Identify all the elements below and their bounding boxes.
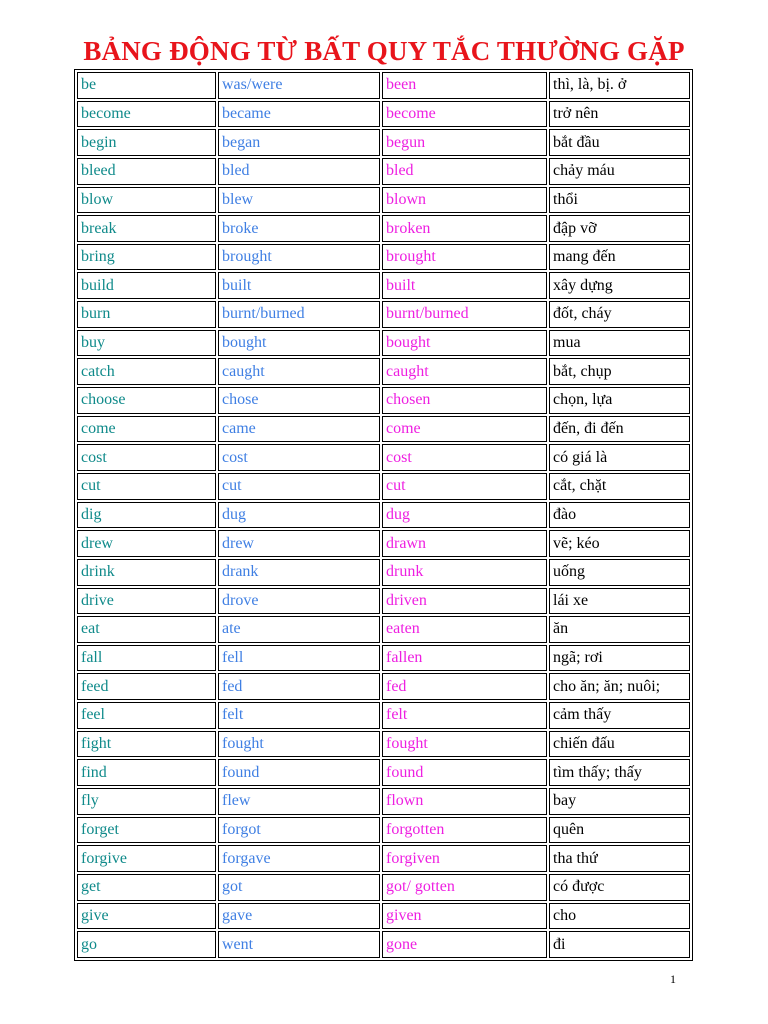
past-participle-cell: flown	[382, 788, 547, 815]
past-participle-cell: caught	[382, 358, 547, 385]
past-simple-cell: cut	[218, 473, 380, 500]
past-simple-cell: brought	[218, 244, 380, 271]
past-participle-cell: fallen	[382, 645, 547, 672]
meaning-cell: cho ăn; ăn; nuôi;	[549, 673, 690, 700]
meaning-cell: đào	[549, 502, 690, 529]
past-participle-cell: got/ gotten	[382, 874, 547, 901]
past-simple-cell: built	[218, 272, 380, 299]
table-row	[77, 931, 690, 958]
meaning-cell: chảy máu	[549, 158, 690, 185]
past-participle-cell: come	[382, 416, 547, 443]
base-form-cell: fly	[77, 788, 216, 815]
meaning-cell: bay	[549, 788, 690, 815]
meaning-cell: xây dựng	[549, 272, 690, 299]
meaning-cell: cắt, chặt	[549, 473, 690, 500]
base-form-cell: dig	[77, 502, 216, 529]
base-form-cell: drive	[77, 588, 216, 615]
meaning-cell: chọn, lựa	[549, 387, 690, 414]
meaning-cell: mua	[549, 330, 690, 357]
base-form-cell: buy	[77, 330, 216, 357]
base-form-cell: begin	[77, 129, 216, 156]
table-row	[77, 358, 690, 385]
past-simple-cell: went	[218, 931, 380, 958]
base-form-cell: give	[77, 903, 216, 930]
base-form-cell: feel	[77, 702, 216, 729]
table-row	[77, 559, 690, 586]
past-simple-cell: flew	[218, 788, 380, 815]
table-row	[77, 616, 690, 643]
page-number: 1	[670, 972, 676, 986]
meaning-cell: quên	[549, 817, 690, 844]
past-participle-cell: given	[382, 903, 547, 930]
past-simple-cell: ate	[218, 616, 380, 643]
meaning-cell: ngã; rơi	[549, 645, 690, 672]
table-row	[77, 416, 690, 443]
past-participle-cell: burnt/burned	[382, 301, 547, 328]
base-form-cell: catch	[77, 358, 216, 385]
table-row	[77, 129, 690, 156]
meaning-cell: thì, là, bị. ở	[549, 72, 690, 99]
table-row	[77, 845, 690, 872]
table-row	[77, 702, 690, 729]
meaning-cell: đến, đi đến	[549, 416, 690, 443]
base-form-cell: build	[77, 272, 216, 299]
verb-rows	[77, 72, 690, 958]
past-participle-cell: broken	[382, 215, 547, 242]
past-simple-cell: burnt/burned	[218, 301, 380, 328]
page-title: BẢNG ĐỘNG TỪ BẤT QUY TẮC THƯỜNG GẶP	[83, 36, 685, 66]
base-form-cell: eat	[77, 616, 216, 643]
meaning-cell: trở nên	[549, 101, 690, 128]
meaning-cell: đốt, cháy	[549, 301, 690, 328]
base-form-cell: find	[77, 759, 216, 786]
table-row	[77, 301, 690, 328]
past-simple-cell: drank	[218, 559, 380, 586]
past-participle-cell: driven	[382, 588, 547, 615]
base-form-cell: choose	[77, 387, 216, 414]
past-simple-cell: caught	[218, 358, 380, 385]
past-simple-cell: blew	[218, 187, 380, 214]
table-row	[77, 101, 690, 128]
past-participle-cell: chosen	[382, 387, 547, 414]
base-form-cell: bring	[77, 244, 216, 271]
past-simple-cell: dug	[218, 502, 380, 529]
base-form-cell: drew	[77, 530, 216, 557]
past-simple-cell: became	[218, 101, 380, 128]
past-simple-cell: got	[218, 874, 380, 901]
table-row	[77, 530, 690, 557]
past-participle-cell: found	[382, 759, 547, 786]
base-form-cell: feed	[77, 673, 216, 700]
meaning-cell: cảm thấy	[549, 702, 690, 729]
table-row	[77, 187, 690, 214]
meaning-cell: tìm thấy; thấy	[549, 759, 690, 786]
base-form-cell: become	[77, 101, 216, 128]
base-form-cell: fall	[77, 645, 216, 672]
meaning-cell: vẽ; kéo	[549, 530, 690, 557]
table-row	[77, 330, 690, 357]
table-row	[77, 903, 690, 930]
past-participle-cell: become	[382, 101, 547, 128]
past-participle-cell: begun	[382, 129, 547, 156]
past-simple-cell: was/were	[218, 72, 380, 99]
past-participle-cell: gone	[382, 931, 547, 958]
past-simple-cell: fell	[218, 645, 380, 672]
base-form-cell: drink	[77, 559, 216, 586]
meaning-cell: lái xe	[549, 588, 690, 615]
base-form-cell: get	[77, 874, 216, 901]
base-form-cell: burn	[77, 301, 216, 328]
past-participle-cell: built	[382, 272, 547, 299]
base-form-cell: break	[77, 215, 216, 242]
past-simple-cell: bled	[218, 158, 380, 185]
table-row	[77, 158, 690, 185]
table-row	[77, 473, 690, 500]
past-participle-cell: blown	[382, 187, 547, 214]
past-simple-cell: felt	[218, 702, 380, 729]
past-simple-cell: came	[218, 416, 380, 443]
past-participle-cell: bled	[382, 158, 547, 185]
meaning-cell: đi	[549, 931, 690, 958]
table-row	[77, 387, 690, 414]
meaning-cell: uống	[549, 559, 690, 586]
meaning-cell: ăn	[549, 616, 690, 643]
past-simple-cell: drew	[218, 530, 380, 557]
past-simple-cell: fought	[218, 731, 380, 758]
base-form-cell: come	[77, 416, 216, 443]
base-form-cell: cost	[77, 444, 216, 471]
meaning-cell: mang đến	[549, 244, 690, 271]
past-participle-cell: forgotten	[382, 817, 547, 844]
past-simple-cell: forgot	[218, 817, 380, 844]
meaning-cell: đập vỡ	[549, 215, 690, 242]
table-row	[77, 588, 690, 615]
table-row	[77, 215, 690, 242]
past-participle-cell: drunk	[382, 559, 547, 586]
table-row	[77, 759, 690, 786]
past-participle-cell: forgiven	[382, 845, 547, 872]
past-simple-cell: began	[218, 129, 380, 156]
meaning-cell: tha thứ	[549, 845, 690, 872]
past-simple-cell: gave	[218, 903, 380, 930]
meaning-cell: bắt đầu	[549, 129, 690, 156]
meaning-cell: có được	[549, 874, 690, 901]
past-participle-cell: cut	[382, 473, 547, 500]
base-form-cell: cut	[77, 473, 216, 500]
irregular-verbs-table	[74, 69, 693, 961]
meaning-cell: bắt, chụp	[549, 358, 690, 385]
table-row	[77, 673, 690, 700]
table-row	[77, 731, 690, 758]
table-row	[77, 272, 690, 299]
meaning-cell: chiến đấu	[549, 731, 690, 758]
past-simple-cell: bought	[218, 330, 380, 357]
table-row	[77, 444, 690, 471]
past-simple-cell: cost	[218, 444, 380, 471]
base-form-cell: forgive	[77, 845, 216, 872]
past-participle-cell: drawn	[382, 530, 547, 557]
table-row	[77, 502, 690, 529]
base-form-cell: go	[77, 931, 216, 958]
past-participle-cell: fed	[382, 673, 547, 700]
past-participle-cell: dug	[382, 502, 547, 529]
past-participle-cell: brought	[382, 244, 547, 271]
past-participle-cell: eaten	[382, 616, 547, 643]
past-participle-cell: felt	[382, 702, 547, 729]
past-simple-cell: broke	[218, 215, 380, 242]
base-form-cell: blow	[77, 187, 216, 214]
past-simple-cell: drove	[218, 588, 380, 615]
base-form-cell: forget	[77, 817, 216, 844]
table-row	[77, 874, 690, 901]
meaning-cell: có giá là	[549, 444, 690, 471]
past-simple-cell: forgave	[218, 845, 380, 872]
table-row	[77, 645, 690, 672]
base-form-cell: be	[77, 72, 216, 99]
meaning-cell: cho	[549, 903, 690, 930]
table-row	[77, 788, 690, 815]
past-participle-cell: been	[382, 72, 547, 99]
base-form-cell: fight	[77, 731, 216, 758]
table-row	[77, 244, 690, 271]
table-row	[77, 817, 690, 844]
past-participle-cell: bought	[382, 330, 547, 357]
base-form-cell: bleed	[77, 158, 216, 185]
past-participle-cell: fought	[382, 731, 547, 758]
meaning-cell: thổi	[549, 187, 690, 214]
table-row	[77, 72, 690, 99]
past-simple-cell: fed	[218, 673, 380, 700]
past-simple-cell: chose	[218, 387, 380, 414]
past-simple-cell: found	[218, 759, 380, 786]
past-participle-cell: cost	[382, 444, 547, 471]
